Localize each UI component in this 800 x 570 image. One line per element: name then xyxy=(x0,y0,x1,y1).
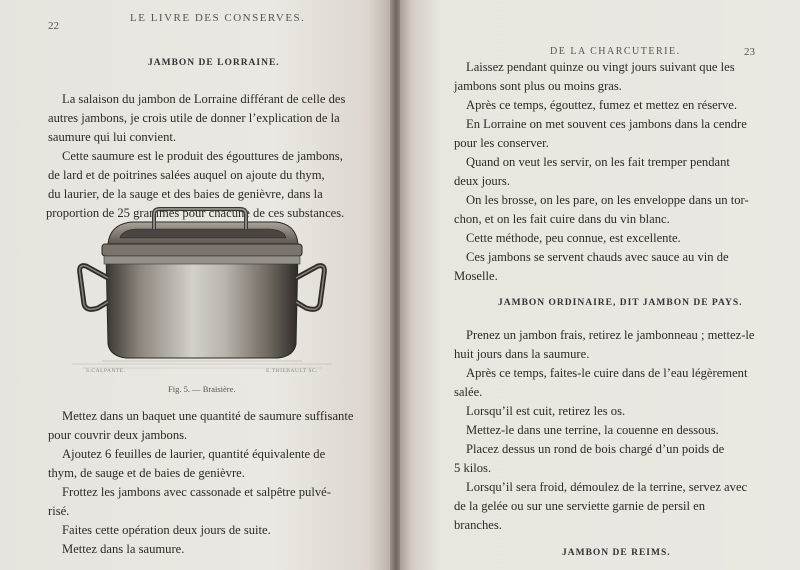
running-head: LE LIVRE DES CONSERVES. xyxy=(130,12,306,24)
text-line: salée. xyxy=(454,385,483,399)
text-line: Laissez pendant quinze ou vingt jours suivant que les xyxy=(466,60,735,74)
text-line: saumure qui lui convient. xyxy=(48,130,177,144)
running-head: DE LA CHARCUTERIE. xyxy=(550,46,681,57)
text-line: Ajoutez 6 feuilles de laurier, quantité équivalente de xyxy=(62,447,326,461)
braisiere-illustration xyxy=(72,204,332,384)
text-line: Prenez un jambon frais, retirez le jambonneau ; mettez-le xyxy=(466,328,755,342)
text-line: On les brosse, on les pare, on les enveloppe dans un tor- xyxy=(466,193,749,207)
text-line: risé. xyxy=(48,504,70,518)
text-line: Moselle. xyxy=(454,269,498,283)
text-line: Après ce temps, égouttez, fumez et mettez en réserve. xyxy=(466,98,737,112)
text-line: Cette méthode, peu connue, est excellente. xyxy=(466,231,681,245)
text-line: de la gelée ou sur une serviette garnie de persil en xyxy=(454,499,706,513)
engraver-signature: S.CALPANTE. xyxy=(86,368,126,374)
text-line: Frottez les jambons avec cassonade et salpêtre pulvé- xyxy=(62,485,331,499)
text-line: deux jours. xyxy=(454,174,510,188)
text-line: Placez dessus un rond de bois chargé d’un poids de xyxy=(466,442,725,456)
text-line: Ces jambons se servent chauds avec sauce au vin de xyxy=(466,250,729,264)
text-line: chon, et on les fait cuire dans du vin blanc. xyxy=(454,212,670,226)
right-page xyxy=(400,0,800,570)
text-line: autres jambons, je crois utile de donner l’explication de la xyxy=(48,111,340,125)
figure-caption: Fig. 5. — Braisière. xyxy=(168,384,236,394)
text-line: Mettez-le dans une terrine, la couenne en dessous. xyxy=(466,423,719,437)
text-line: du laurier, de la sauge et des baies de genièvre, dans la xyxy=(48,187,323,201)
left-page xyxy=(0,0,392,570)
text-line: 5 kilos. xyxy=(454,461,492,475)
text-line: En Lorraine on met souvent ces jambons dans la cendre xyxy=(466,117,747,131)
text-line: huit jours dans la saumure. xyxy=(454,347,590,361)
text-line: proportion de 25 grammes pour chacune de ces substances. xyxy=(46,206,345,220)
text-line: La salaison du jambon de Lorraine différant de celle des xyxy=(62,92,346,106)
text-line: thym, de sauge et de baies de genièvre. xyxy=(48,466,245,480)
text-line: pour les conserver. xyxy=(454,136,549,150)
text-line: jambons sont plus ou moins gras. xyxy=(454,79,622,93)
text-line: Cette saumure est le produit des égouttures de jambons, xyxy=(62,149,343,163)
text-line: pour couvrir deux jambons. xyxy=(48,428,188,442)
text-line: Lorsqu’il est cuit, retirez les os. xyxy=(466,404,626,418)
text-line: Quand on veut les servir, on les fait tremper pendant xyxy=(466,155,730,169)
engraver-signature: E.THIEBAULT SC. xyxy=(266,368,318,374)
page-number: 23 xyxy=(744,46,755,58)
text-line: branches. xyxy=(454,518,502,532)
section-title: JAMBON DE REIMS. xyxy=(562,548,671,558)
text-line: de lard et de poitrines salées auquel on ajoute du thym, xyxy=(48,168,325,182)
text-line: Lorsqu’il sera froid, démoulez de la terrine, servez avec xyxy=(466,480,748,494)
text-line: Faites cette opération deux jours de suite. xyxy=(62,523,271,537)
section-title: JAMBON DE LORRAINE. xyxy=(148,58,280,68)
section-title: JAMBON ORDINAIRE, DIT JAMBON DE PAYS. xyxy=(498,298,743,308)
text-line: Après ce temps, faites-le cuire dans de l’eau légèrement xyxy=(466,366,748,380)
page-number: 22 xyxy=(48,20,59,32)
text-line: Mettez dans la saumure. xyxy=(62,542,185,556)
text-line: Mettez dans un baquet une quantité de saumure suffisante xyxy=(62,409,354,423)
